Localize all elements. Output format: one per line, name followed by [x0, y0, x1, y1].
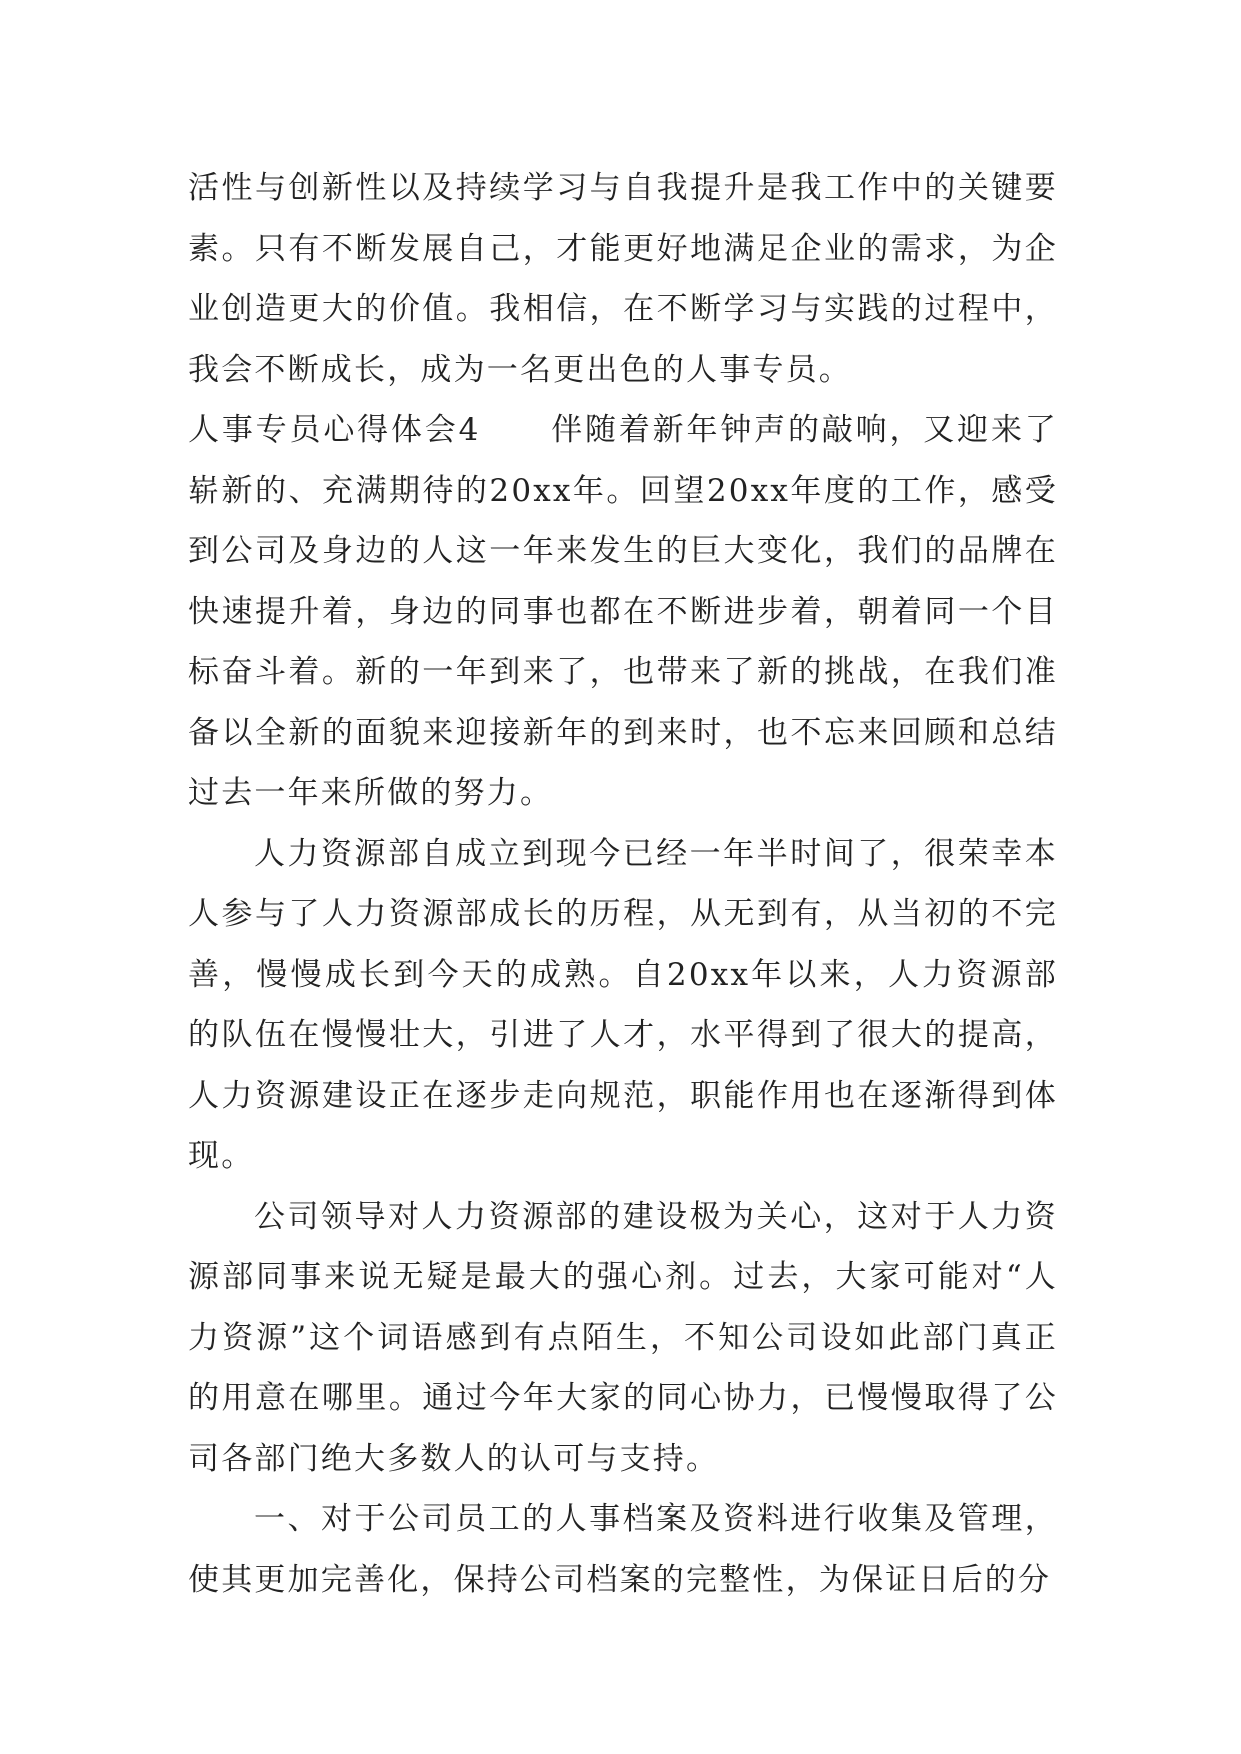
paragraph-continuation: 活性与创新性以及持续学习与自我提升是我工作中的关键要素。只有不断发展自己，才能更好地满足企业的需求，为企业创造更大的价值。我相信，在不断学习与实践的过程中，我会不断成长，成为一名更出色的人事专员。 — [188, 170, 1058, 388]
paragraph-leadership-support: 公司领导对人力资源部的建设极为关心，这对于人力资源部同事来说无疑是最大的强心剂。过去，大家可能对“人力资源”这个词语感到有点陌生，不知公司设如此部门真正的用意在哪里。通过今年大家的同心协力，已慢慢取得了公司各部门绝大多数人的认可与支持。 — [188, 1198, 1058, 1477]
document-body — [188, 158, 1058, 1610]
paragraph-hr-department: 人力资源部自成立到现今已经一年半时间了，很荣幸本人参与了人力资源部成长的历程，从无到有，从当初的不完善，慢慢成长到今天的成熟。自20xx年以来，人力资源部的队伍在慢慢壮大，引进了人才，水平得到了很大的提高，人力资源建设正在逐步走向规范，职能作用也在逐渐得到体现。 — [188, 835, 1058, 1174]
paragraph-item-one: 一、对于公司员工的人事档案及资料进行收集及管理，使其更加完善化，保持公司档案的完整性，为保证日后的分 — [188, 1501, 1058, 1598]
section-intro-text: 伴随着新年钟声的敲响，又迎来了崭新的、充满期待的20xx年。回望20xx年度的工作，感受到公司及身边的人这一年来发生的巨大变化，我们的品牌在快速提升着，身边的同事也都在不断进步着，朝着同一个目标奋斗着。新的一年到来了，也带来了新的挑战，在我们准备以全新的面貌来迎接新年的到来时，也不忘来回顾和总结过去一年来所做的努力。 — [188, 412, 1058, 811]
paragraph-with-section-heading — [188, 400, 1058, 824]
section-heading: 人事专员心得体会4 — [188, 412, 481, 448]
